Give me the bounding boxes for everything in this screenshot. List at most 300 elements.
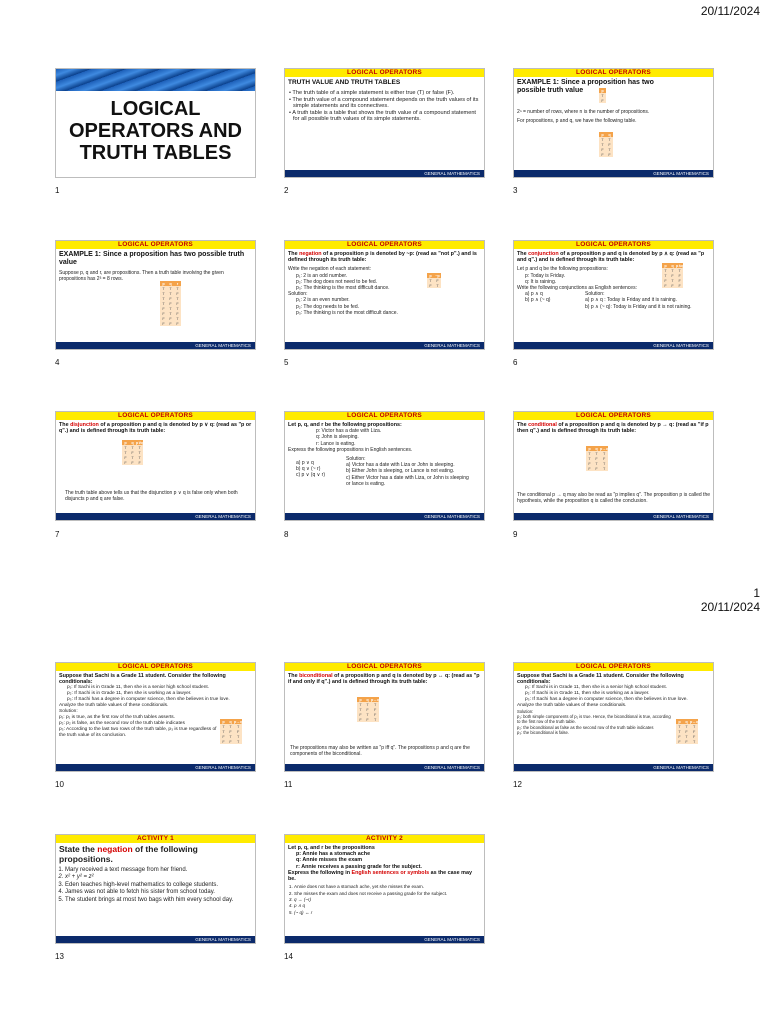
table-row: [160, 306, 181, 311]
table-header-cell: p∧q: [676, 264, 684, 268]
list-item: 5. The student brings at most two bags with him every school day.: [65, 897, 252, 904]
text-line: c) Either Victor has a date with Liza, or John is sleeping or lance is eating.: [346, 474, 469, 487]
text-line: p₁: p₁ is true, as the first row of the truth tables asserts.: [59, 714, 176, 720]
table-cell: T: [220, 724, 227, 729]
table-cell: T: [690, 724, 698, 729]
table-header-row: [586, 446, 608, 451]
table-cell: F: [364, 717, 371, 722]
text-line: a) p ∧ q : Today is Friday and it is raining.: [585, 297, 677, 304]
cover-title: LOGICAL OPERATORS AND TRUTH TABLES: [69, 98, 242, 164]
text-line: b) q ∨ (~ r): [296, 466, 321, 473]
table-row: [662, 268, 683, 273]
slide-number: 8: [284, 530, 289, 539]
table-header-cell: p: [662, 263, 669, 268]
formula: 2ⁿ = number of rows, where n is the number of propositions.: [517, 109, 650, 115]
slide-header: LOGICAL OPERATORS: [285, 663, 484, 671]
list-item: 3. q → (~r): [294, 897, 481, 903]
slide-header: LOGICAL OPERATORS: [285, 69, 484, 77]
table-cell: T: [234, 734, 242, 739]
table-header-cell: q: [593, 446, 600, 451]
table-cell: T: [434, 283, 441, 288]
table-cell: T: [606, 137, 613, 142]
table-cell: F: [174, 291, 181, 296]
table-row: [160, 321, 181, 326]
text-line: Solution:: [517, 709, 534, 715]
table-row: [357, 712, 379, 717]
table-cell: F: [434, 278, 441, 283]
table-header-cell: p: [599, 132, 606, 137]
table-cell: F: [593, 466, 600, 471]
text-line: a) p ∨ q: [296, 460, 314, 467]
table-row: [427, 283, 441, 288]
text-line: b) Either John is sleeping, or Lance is not eating.: [346, 468, 455, 475]
table-cell: T: [662, 268, 669, 273]
truth-table: [220, 719, 242, 744]
list-item: 2. x² + y² = z²: [65, 874, 252, 881]
slide-title: Let p, q, and r be the following propositions:: [288, 422, 402, 428]
text-line: q: It is raining.: [525, 278, 557, 285]
slide-12[interactable]: [513, 662, 714, 772]
table-cell: T: [599, 137, 606, 142]
text-line: p₃: The thinking is not the most difficult dance.: [296, 309, 398, 316]
table-cell: T: [427, 278, 434, 283]
table-cell: T: [234, 724, 242, 729]
table-cell: F: [357, 717, 364, 722]
table-row: [676, 729, 698, 734]
slide-footer: GENERAL MATHEMATICS: [514, 764, 713, 771]
slide-1[interactable]: [55, 68, 256, 178]
body-text: For propositions, p and q, we have the following table.: [517, 118, 637, 125]
truth-table: [160, 281, 181, 326]
table-cell: F: [129, 450, 136, 455]
table-cell: F: [599, 147, 606, 152]
table-row: [122, 455, 143, 460]
text-line: p₁: If Sachi is in Grade 11, then she is a senior high school student.: [525, 685, 668, 691]
slide-footer: GENERAL MATHEMATICS: [56, 936, 255, 943]
table-header-cell: q: [227, 719, 234, 724]
table-row: [599, 98, 606, 103]
table-cell: F: [167, 296, 174, 301]
text-line: q: John is sleeping.: [316, 434, 359, 441]
slide-number: 9: [513, 530, 518, 539]
table-cell: T: [174, 306, 181, 311]
slide-number: 3: [513, 186, 518, 195]
table-row: [586, 451, 608, 456]
text-line: q: Annie misses the exam: [296, 857, 363, 864]
list-item: 3. Eden teaches high-level mathematics to college students.: [65, 882, 252, 889]
text-line: p₃: the biconditional is false.: [517, 729, 569, 735]
table-header-cell: p↔q: [371, 697, 380, 702]
table-cell: F: [586, 461, 593, 466]
slide-8[interactable]: [284, 411, 485, 521]
list-item: 2. She misses the exam and does not receive a passing grade for the subject.: [294, 891, 481, 897]
table-cell: F: [122, 455, 129, 460]
slide-title: The conjunction of a proposition p and q is denoted by p ∧ q: (read as "p and q".) and is defined through its truth table:: [517, 251, 705, 264]
table-cell: T: [357, 702, 364, 707]
slide-3[interactable]: [513, 68, 714, 178]
table-row: [160, 296, 181, 301]
slide-footer: GENERAL MATHEMATICS: [514, 170, 713, 177]
table-cell: F: [136, 460, 143, 465]
slide-6[interactable]: [513, 240, 714, 350]
slide-footer: GENERAL MATHEMATICS: [56, 764, 255, 771]
table-cell: T: [227, 734, 234, 739]
text-line: p₂: If Sachi is in Grade 11, then she is working as a lawyer.: [67, 691, 192, 697]
slide-title: The biconditional of a proposition p and q is denoted by p ↔ q: (read as "p if and only if q".) and is defined through its truth table:: [288, 673, 480, 686]
table-cell: F: [167, 321, 174, 326]
table-cell: T: [676, 724, 683, 729]
table-cell: T: [690, 739, 698, 744]
text-line: b) p ∧ (~ q): Today is Friday and it is not raining.: [585, 303, 692, 310]
list-item: 5. (~ q) ↔ r: [294, 910, 481, 916]
table-row: [676, 734, 698, 739]
table-row: [160, 286, 181, 291]
text-line: Let p and q be the following propositions:: [517, 266, 608, 273]
table-header-cell: p: [586, 446, 593, 451]
table-cell: T: [174, 316, 181, 321]
text-line: Express the following propositions in English sentences.: [288, 446, 413, 453]
table-cell: T: [586, 451, 593, 456]
slide-number: 7: [55, 530, 60, 539]
table-cell: F: [371, 707, 379, 712]
activity-list: [65, 867, 252, 904]
slide-number: 4: [55, 358, 60, 367]
text-line: p₂: The dog needs to be fed.: [296, 303, 360, 310]
slide-footer: GENERAL MATHEMATICS: [285, 513, 484, 520]
table-row: [160, 311, 181, 316]
table-row: [160, 291, 181, 296]
slide-title: EXAMPLE 1: Since a proposition has two possible truth value: [59, 251, 245, 266]
text-line: p: Victor has a date with Liza.: [316, 428, 382, 435]
table-cell: T: [167, 306, 174, 311]
slide-7[interactable]: [55, 411, 256, 521]
slide-header: LOGICAL OPERATORS: [285, 241, 484, 249]
table-cell: F: [174, 311, 181, 316]
table-cell: F: [599, 98, 606, 103]
slide-footer: GENERAL MATHEMATICS: [285, 342, 484, 349]
slide-title: Suppose that Sachi is a Grade 11 student. Consider the following conditionals:: [59, 673, 226, 686]
table-cell: T: [160, 286, 167, 291]
table-cell: T: [167, 286, 174, 291]
table-row: [160, 316, 181, 321]
slide-number: 13: [55, 952, 64, 961]
table-cell: T: [371, 717, 379, 722]
slide-number: 10: [55, 780, 64, 789]
table-cell: F: [220, 734, 227, 739]
table-cell: T: [600, 461, 608, 466]
table-cell: T: [676, 729, 683, 734]
table-cell: T: [227, 724, 234, 729]
table-header-cell: p: [427, 273, 434, 278]
table-cell: T: [220, 729, 227, 734]
table-header-row: [357, 697, 379, 702]
text-line: Solution:: [585, 291, 605, 298]
table-header-cell: p: [122, 440, 129, 445]
slide-header: LOGICAL OPERATORS: [56, 241, 255, 249]
table-cell: F: [160, 311, 167, 316]
slide-title: TRUTH VALUE AND TRUTH TABLES: [288, 79, 401, 86]
table-header-cell: r: [174, 281, 181, 286]
slide-14[interactable]: [284, 834, 485, 944]
text-line: p₁: both simple components of p₁ is true. Hence, the biconditional is true, according to the first row of the truth table.: [517, 714, 671, 725]
slide-footer: GENERAL MATHEMATICS: [514, 513, 713, 520]
list-item: 1. Mary received a text message from her friend.: [65, 867, 252, 874]
slide-number: 14: [284, 952, 293, 961]
table-cell: F: [676, 734, 683, 739]
truth-table: [599, 88, 606, 103]
table-cell: T: [174, 296, 181, 301]
table-header-cell: p: [676, 719, 683, 724]
table-header-cell: ~p: [435, 273, 440, 278]
slide-header: LOGICAL OPERATORS: [285, 412, 484, 420]
print-date-mid: 20/11/2024: [700, 600, 760, 614]
table-row: [220, 734, 242, 739]
text-line: p₃: If Sachi has a degree in computer science, then she believes in true love.: [67, 697, 230, 703]
table-cell: F: [357, 712, 364, 717]
slide-number: 12: [513, 780, 522, 789]
table-cell: T: [606, 147, 613, 152]
bullet-item: • The truth table of a simple statement is either true (T) or false (F).: [289, 90, 455, 96]
truth-table: [357, 697, 379, 722]
text-line: p₃: According to the last two rows of the truth table, p₃ is true regardless of the truth value of its conclusion.: [59, 726, 217, 738]
table-header-cell: p: [160, 281, 167, 286]
text-line: Solution:: [59, 709, 78, 715]
table-row: [676, 724, 698, 729]
truth-table: [599, 132, 613, 157]
table-row: [357, 717, 379, 722]
table-row: [122, 445, 143, 450]
table-header-cell: p∨q: [136, 441, 144, 445]
text-line: a) p ∧ q: [525, 291, 543, 298]
slide-header: ACTIVITY 2: [285, 835, 484, 843]
slide-header: LOGICAL OPERATORS: [514, 69, 713, 77]
table-cell: T: [599, 93, 606, 98]
slide-title: EXAMPLE 1: Since a proposition has two possible truth value: [517, 79, 654, 94]
table-cell: F: [586, 466, 593, 471]
slide-2[interactable]: [284, 68, 485, 178]
list-item: 1. Annie does not have a stomach ache, yet she misses the exam.: [294, 884, 481, 890]
slide-number: 6: [513, 358, 518, 367]
table-header-row: [122, 440, 143, 445]
text-line: p₂: the biconditional as false as the second row of the truth table indicates: [517, 724, 654, 730]
slide-footer: GENERAL MATHEMATICS: [514, 342, 713, 349]
table-row: [662, 283, 683, 288]
table-cell: F: [676, 278, 683, 283]
slide-footer: GENERAL MATHEMATICS: [56, 513, 255, 520]
page-number: 1: [753, 586, 760, 600]
table-cell: F: [371, 712, 379, 717]
table-cell: F: [669, 283, 676, 288]
slide-footer: GENERAL MATHEMATICS: [285, 936, 484, 943]
text-line: Write the following conjunctions as English sentences:: [517, 285, 637, 292]
table-row: [220, 729, 242, 734]
table-cell: F: [600, 456, 608, 461]
slide-title: Suppose that Sachi is a Grade 11 student. Consider the following conditionals:: [517, 673, 684, 686]
table-row: [160, 301, 181, 306]
body-text: The propositions may also be written as "p iff q". The propositions p and q are the components of the biconditional.: [290, 745, 470, 758]
bullet-item: • A truth table is a table that shows the truth value of a compound statement for all possible truth values of its simple statements.: [289, 109, 476, 123]
table-cell: F: [676, 739, 683, 744]
table-header-row: [662, 263, 683, 268]
table-row: [220, 739, 242, 744]
instruction: Express the following in English sentences or symbols as the case may be.: [288, 869, 472, 883]
table-cell: T: [669, 268, 676, 273]
body-text: Suppose p, q and r, are propositions. Then a truth table involving the given propositions has 2³ = 8 rows.: [59, 270, 224, 283]
table-cell: T: [136, 455, 143, 460]
table-cell: F: [683, 739, 690, 744]
table-cell: F: [606, 142, 613, 147]
table-cell: F: [167, 301, 174, 306]
table-cell: F: [227, 739, 234, 744]
slide-footer: GENERAL MATHEMATICS: [285, 764, 484, 771]
print-date-top: 20/11/2024: [700, 4, 760, 18]
slide-4[interactable]: [55, 240, 256, 350]
table-row: [220, 724, 242, 729]
table-cell: T: [586, 456, 593, 461]
table-header-row: [676, 719, 698, 724]
table-cell: T: [593, 461, 600, 466]
slide-number: 2: [284, 186, 289, 195]
body-text: The conditional p → q may also be read as "p implies q". The proposition p is called the hypothesis, while the proposition q is called the conclusion.: [517, 492, 711, 505]
text-line: c) p ∨ (q ∨ r): [296, 472, 325, 479]
table-row: [662, 273, 683, 278]
table-row: [357, 707, 379, 712]
table-header-cell: q: [129, 440, 136, 445]
slide-10[interactable]: [55, 662, 256, 772]
table-header-cell: p→q: [234, 719, 243, 724]
table-cell: F: [683, 729, 690, 734]
text-line: p: Today is Friday.: [525, 272, 566, 279]
slide-number: 5: [284, 358, 289, 367]
text-line: Write the negation of each statement:: [288, 266, 372, 273]
text-line: p₁: 2 is an odd number.: [296, 272, 348, 279]
table-header-cell: p: [599, 88, 606, 93]
table-cell: T: [160, 296, 167, 301]
table-cell: T: [600, 451, 608, 456]
table-cell: F: [676, 283, 683, 288]
table-cell: F: [364, 707, 371, 712]
slide-title: The conditional of a proposition p and q is denoted by p → q: (read as "if p then q".) and is defined through its truth table:: [517, 422, 709, 435]
table-cell: T: [160, 291, 167, 296]
text-line: p₁: If Sachi is in Grade 11, then she is a senior high school student.: [67, 685, 210, 691]
table-cell: T: [364, 712, 371, 717]
truth-table: [662, 263, 683, 288]
slide-header: LOGICAL OPERATORS: [56, 663, 255, 671]
list-item: 4. James was not able to fetch his sister from school today.: [65, 889, 252, 896]
slide-13[interactable]: [55, 834, 256, 944]
table-cell: T: [122, 450, 129, 455]
table-cell: F: [167, 316, 174, 321]
table-cell: F: [662, 283, 669, 288]
table-cell: F: [427, 283, 434, 288]
table-cell: T: [122, 445, 129, 450]
table-header-row: [220, 719, 242, 724]
slide-9[interactable]: [513, 411, 714, 521]
table-cell: T: [683, 724, 690, 729]
table-header-cell: q: [606, 132, 613, 137]
slide-11[interactable]: [284, 662, 485, 772]
slide-footer: GENERAL MATHEMATICS: [285, 170, 484, 177]
table-cell: T: [167, 311, 174, 316]
table-cell: T: [371, 702, 379, 707]
table-cell: F: [690, 734, 698, 739]
table-cell: T: [683, 734, 690, 739]
table-row: [357, 702, 379, 707]
text-line: a) Victor has a date with Liza or John is sleeping.: [346, 462, 455, 469]
table-cell: F: [122, 460, 129, 465]
text-line: Solution:: [288, 291, 308, 298]
slide-title: The disjunction of a proposition p and q is denoted by p ∨ q: (read as "p or q".) and is defined through its truth table:: [59, 422, 252, 435]
slide-number: 1: [55, 186, 60, 195]
text-line: r: Annie receives a passing grade for the subject.: [296, 863, 422, 870]
table-header-cell: p: [357, 697, 364, 702]
table-cell: F: [669, 273, 676, 278]
table-row: [122, 460, 143, 465]
text-line: p₃: The thinking is the most difficult dance.: [296, 285, 390, 292]
table-cell: T: [599, 142, 606, 147]
table-header-cell: p→q: [600, 446, 609, 451]
text-line: Analyze the truth table values of these conditionals.: [517, 703, 627, 709]
table-cell: F: [227, 729, 234, 734]
table-cell: T: [136, 450, 143, 455]
table-cell: T: [160, 301, 167, 306]
bullet-item: • The truth value of a compound statement depends on the truth values of its simple statements and its connectives.: [289, 96, 479, 110]
text-line: Solution:: [346, 456, 366, 463]
table-cell: F: [174, 321, 181, 326]
slide-header: LOGICAL OPERATORS: [514, 663, 713, 671]
table-cell: T: [129, 445, 136, 450]
slide-header: LOGICAL OPERATORS: [514, 412, 713, 420]
text-line: p: Annie has a stomach ache: [296, 851, 371, 858]
table-header-cell: q: [683, 719, 690, 724]
table-cell: F: [220, 739, 227, 744]
text-line: p₂: If Sachi is in Grade 11, then she is working as a lawyer.: [525, 691, 650, 697]
truth-table: [427, 273, 441, 288]
slide-footer: GENERAL MATHEMATICS: [56, 342, 255, 349]
text-line: p₂: p₂ is false, as the second row of the truth table indicates: [59, 720, 185, 726]
table-row: [122, 450, 143, 455]
table-cell: F: [234, 729, 242, 734]
text-line: p₁: 2 is an even number.: [296, 297, 350, 304]
table-cell: T: [676, 268, 683, 273]
table-row: [586, 461, 608, 466]
table-row: [662, 278, 683, 283]
slide-header: LOGICAL OPERATORS: [514, 241, 713, 249]
slide-header: LOGICAL OPERATORS: [56, 412, 255, 420]
slide-5[interactable]: [284, 240, 485, 350]
table-header-cell: q: [669, 263, 676, 268]
table-cell: F: [690, 729, 698, 734]
slide-header: ACTIVITY 1: [56, 835, 255, 843]
table-cell: T: [136, 445, 143, 450]
text-line: p₃: If Sachi has a degree in computer science, then she believes in true love.: [525, 697, 688, 703]
truth-table: [122, 440, 143, 465]
slide-number: 11: [284, 780, 293, 789]
slide-title: State the negation of the following propositions.: [59, 844, 198, 864]
slide-title: The negation of a proposition p is denoted by ~p: (read as "not p".) and is defined through its truth table:: [288, 251, 477, 264]
table-cell: F: [593, 456, 600, 461]
table-cell: T: [167, 291, 174, 296]
activity-list: [294, 884, 481, 916]
text-line: Let p, q, and r be the propositions: [288, 845, 375, 851]
table-cell: F: [129, 460, 136, 465]
text-line: b) p ∧ (~ q): [525, 297, 551, 304]
table-row: [599, 152, 613, 157]
table-row: [586, 456, 608, 461]
list-item: 4. p ∧ q: [294, 903, 481, 909]
table-cell: T: [234, 739, 242, 744]
table-cell: F: [676, 273, 683, 278]
